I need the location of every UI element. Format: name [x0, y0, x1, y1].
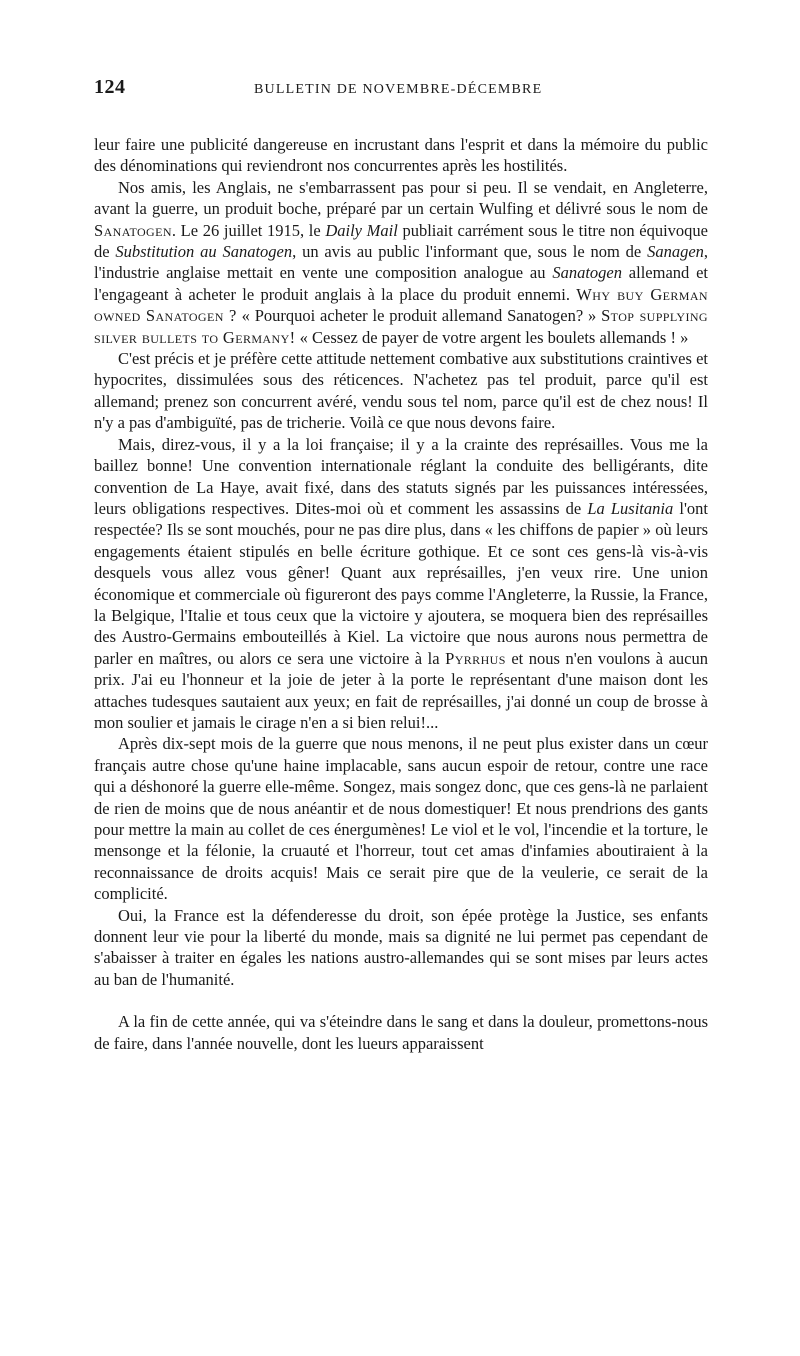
body-text: [94, 134, 708, 1054]
paragraph-loi-francaise: Mais, direz-vous, il y a la loi française; il y a la crainte des représailles. Vous me la baillez bonne! Une convention internationale réglant la conduite des belligérants, dite convention de La Haye, avait fixé, dans des statuts signés par les puissances intéressées, leurs obligations respectives. Dites-moi où et comment les assassins de La Lusitania l'ont respectée? Ils se sont mouchés, pour ne pas dire plus, dans « les chiffons de papier » où leurs engagements étaient stipulés en belle écriture gothique. Et ce sont ces gens-là vis-à-vis desquels vous allez vous gêner! Quant aux représailles, j'en veux rire. Une union économique et commerciale où figureront des pays comme l'Angleterre, la Russie, la France, la Belgique, l'Italie et tous ceux que la victoire y ajoutera, se moquera bien des représailles des Austro-Germains embouteillés à Kiel. La victoire que nous aurons nous permettra de parler en maîtres, ou alors ce sera une victoire à la Pyrrhus et nous n'en voulons à aucun prix. J'ai eu l'honneur et la joie de jeter à la porte le représentant d'une maison dont les attaches tudesques sautaient aux yeux; en fait de représailles, j'ai donné un coup de brosse à mon soulier et jamais le cirage n'en a si bien relui!...: [94, 434, 708, 732]
paragraph-anglais: Nos amis, les Anglais, ne s'embarrassent pas pour si peu. Il se vendait, en Angleterre, avant la guerre, un produit boche, préparé par un certain Wulfing et délivré sous le nom de Sanatogen. Le 26 juillet 1915, le Daily Mail publiait carrément sous le titre non équivoque de Substitution au Sanatogen, un avis au public l'informant que, sous le nom de Sanagen, l'industrie anglaise mettait en vente une composition analogue au Sanatogen allemand et l'engageant à acheter le produit anglais à la place du produit ennemi. Why buy German owned Sanatogen ? « Pourquoi acheter le produit allemand Sanatogen? » Stop supplying silver bullets to Germany! « Cessez de payer de votre argent les boulets allemands ! »: [94, 177, 709, 347]
paragraph-precis: C'est précis et je préfère cette attitude nettement combative aux substitutions craintives et hypocrites, dissimulées sous des réticences. N'achetez pas tel produit, parce qu'il est allemand; prenez son concurrent avéré, vendu sous tel nom, parce qu'il est de chez nous! Il n'y a pas d'ambiguïté, pas de tricherie. Voilà ce que nous devons faire.: [94, 349, 708, 433]
page-number: 124: [94, 76, 126, 98]
running-head: BULLETIN DE NOVEMBRE-DÉCEMBRE: [254, 82, 543, 97]
paragraph-defenderesse: Oui, la France est la défenderesse du droit, son épée protège la Justice, ses enfants donnent leur vie pour la liberté du monde, mais sa dignité ne lui permet pas cependant de s'abaisser à traiter en égales les nations austro-allemandes qui se sont mises par leurs actes au ban de l'humanité.: [94, 905, 708, 989]
paragraph-fin-annee: A la fin de cette année, qui va s'éteindre dans le sang et dans la douleur, promettons-nous de faire, dans l'année nouvelle, dont les lueurs apparaissent: [94, 1012, 708, 1053]
page-header: [94, 76, 706, 106]
paragraph-dix-sept-mois: Après dix-sept mois de la guerre que nous menons, il ne peut plus exister dans un cœur français autre chose qu'une haine implacable, sans aucun espoir de retour, contre une race qui a déshonoré la guerre elle-même. Songez, mais songez donc, que ces gens-là ne parlaient de rien de moins que de nous anéantir et de nous domestiquer! Et nous prendrions des gants pour mettre la main au collet de ces énergumènes! Le viol et le vol, l'incendie et la torture, le mensonge et la félonie, la cruauté et l'horreur, tout cet amas d'infamies aboutiraient à la reconnaissance de droits acquis! Mais ce serait pire que de la veulerie, ce serait de la complicité.: [94, 734, 708, 904]
paragraph-continuation: leur faire une publicité dangereuse en incrustant dans l'esprit et dans la mémoire du public des dénominations qui reviendront nos concurrentes après les hostilités.: [94, 135, 708, 176]
